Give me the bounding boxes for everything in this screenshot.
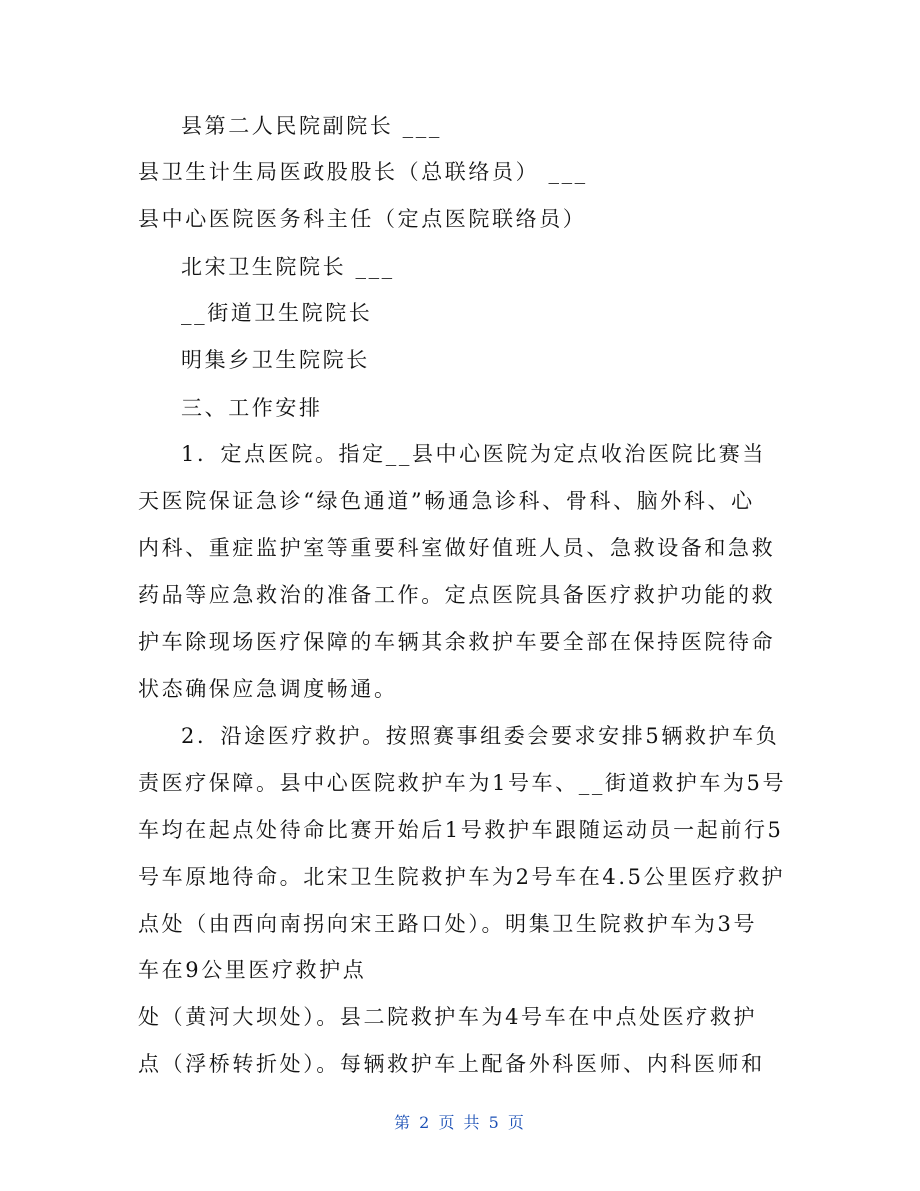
page-number-footer: 第 2 页 共 5 页	[394, 1113, 526, 1132]
personnel-line-beisong: 北宋卫生院院长 ___	[181, 255, 395, 279]
paragraph-1-line-6: 状态确保应急调度畅通。	[138, 677, 398, 701]
paragraph-2-line-3: 车均在起点处待命比赛开始后1号救护车跟随运动员一起前行5	[138, 818, 784, 842]
paragraph-1-line-2: 天医院保证急诊“绿色通道”畅通急诊科、骨科、脑外科、心	[138, 489, 755, 513]
paragraph-2-line-1: 2．沿途医疗救护。按照赛事组委会要求安排5辆救护车负	[181, 724, 780, 748]
paragraph-2-line-6: 车在9公里医疗救护点	[138, 958, 367, 982]
personnel-line-deputy-director: 县第二人民院副院长 ___	[181, 114, 442, 138]
paragraph-2-line-7: 处（黄河大坝处）。县二院救护车为4号车在中点处医疗救护	[138, 1005, 758, 1029]
paragraph-2-line-2: 责医疗保障。县中心医院救护车为1号车、__街道救护车为5号	[138, 771, 787, 795]
personnel-line-hospital-liaison: 县中心医院医务科主任（定点医院联络员）	[138, 207, 587, 231]
paragraph-2-line-4: 号车原地待命。北宋卫生院救护车为2号车在4.5公里医疗救护	[138, 865, 786, 889]
paragraph-2-line-8: 点（浮桥转折处）。每辆救护车上配备外科医师、内科医师和	[138, 1052, 765, 1076]
paragraph-1-line-4: 药品等应急救治的准备工作。定点医院具备医疗救护功能的救	[138, 583, 776, 607]
paragraph-1-line-5: 护车除现场医疗保障的车辆其余救护车要全部在保持医院待命	[138, 630, 776, 654]
section-heading: 三、工作安排	[181, 396, 323, 420]
paragraph-2-line-5: 点处（由西向南拐向宋王路口处）。明集卫生院救护车为3号	[138, 912, 758, 936]
personnel-line-general-liaison: 县卫生计生局医政股股长（总联络员） ___	[138, 160, 588, 184]
personnel-line-street: __街道卫生院院长	[181, 301, 373, 325]
paragraph-1-line-1: 1．定点医院。指定__县中心医院为定点收治医院比赛当	[181, 442, 766, 466]
paragraph-1-line-3: 内科、重症监护室等重要科室做好值班人员、急救设备和急救	[138, 536, 776, 560]
personnel-line-mingji: 明集乡卫生院院长	[181, 348, 370, 372]
